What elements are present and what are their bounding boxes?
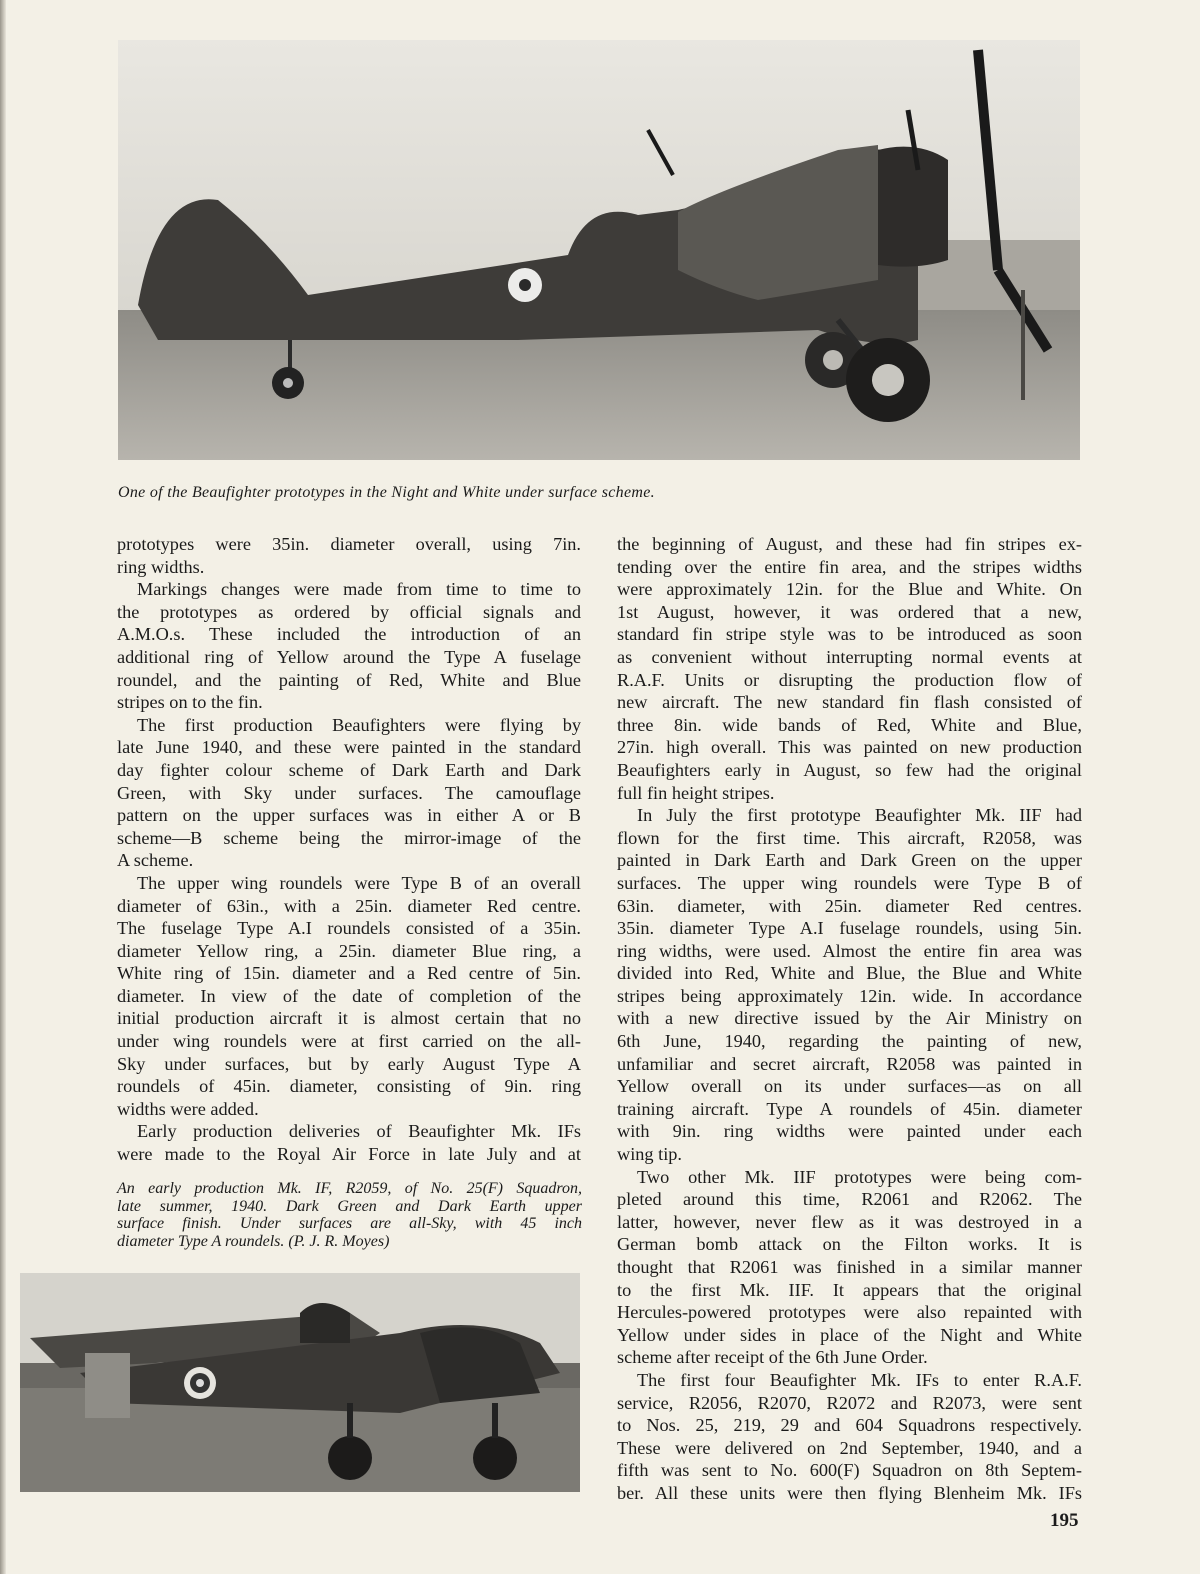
text-line: The upper wing roundels were Type B of an overall (137, 872, 581, 893)
page-number: 195 (1050, 1510, 1079, 1531)
page-binding-edge (0, 0, 6, 1574)
text-line: ring widths, were used. Almost the entire fin area was (617, 940, 1082, 961)
text-line: new aircraft. The new standard fin flash consisted of (617, 692, 1082, 713)
paragraph (617, 1166, 1082, 1369)
text-line: were made to the Royal Air Force in late July and at (117, 1144, 581, 1165)
text-line: Yellow overall on its under surfaces—as on all (617, 1076, 1082, 1097)
text-column-left (117, 533, 581, 1166)
text-line: were approximately 12in. for the Blue and White. On (617, 579, 1082, 600)
text-line: the beginning of August, and these had fin stripes ex- (617, 534, 1082, 554)
caption-line: An early production Mk. IF, R2059, of No. 25(F) Squadron, (117, 1180, 582, 1197)
text-line: to Nos. 25, 219, 29 and 604 Squadrons respectively. (617, 1415, 1082, 1436)
text-line: diameter Yellow ring, a 25in. diameter Blue ring, a (117, 940, 581, 961)
text-line: full fin height stripes. (617, 782, 775, 803)
text-line: Beaufighters early in August, so few had the original (617, 759, 1082, 780)
text-line: surfaces. The upper wing roundels were Type B of (617, 872, 1082, 893)
text-column-right (617, 533, 1082, 1505)
text-line: 27in. high overall. This was painted on new production (617, 737, 1082, 758)
text-line: 1st August, however, it was ordered that a new, (617, 601, 1082, 622)
text-line: roundels of 45in. diameter, consisting of 9in. ring (117, 1076, 581, 1097)
text-line: pleted around this time, R2061 and R2062. The (617, 1189, 1082, 1210)
text-line: 35in. diameter Type A.I fuselage roundels, using 5in. (617, 918, 1082, 939)
photo-beaufighter-prototype (118, 40, 1080, 460)
text-line: late June 1940, and these were painted in the standard (117, 737, 581, 758)
text-line: Early production deliveries of Beaufighter Mk. IFs (137, 1121, 581, 1142)
text-line: Sky under surfaces, but by early August Type A (117, 1053, 581, 1074)
text-line: ber. All these units were then flying Blenheim Mk. IFs (617, 1482, 1082, 1503)
paragraph (617, 1369, 1082, 1505)
text-line: training aircraft. Type A roundels of 45in. diameter (617, 1098, 1082, 1119)
text-line: latter, however, never flew as it was destroyed in a (617, 1211, 1082, 1232)
text-line: pattern on the upper surfaces was in either A or B (117, 805, 581, 826)
text-line: A scheme. (117, 850, 194, 871)
paragraph (117, 1120, 581, 1165)
text-line: under wing roundels were at first carried on the all- (117, 1031, 581, 1052)
text-line: Hercules-powered prototypes were also repainted with (617, 1302, 1082, 1323)
text-line: Two other Mk. IIF prototypes were being com- (637, 1166, 1082, 1187)
text-line: Green, with Sky under surfaces. The camouflage (117, 782, 581, 803)
text-line: standard fin stripe style was to be introduced as soon (617, 624, 1082, 645)
text-line: A.M.O.s. These included the introduction of an (117, 624, 581, 645)
text-line: Yellow under sides in place of the Night and White (617, 1324, 1082, 1345)
text-line: initial production aircraft it is almost certain that no (117, 1008, 581, 1029)
paragraph (617, 804, 1082, 1166)
text-line: the prototypes as ordered by official signals and (117, 601, 581, 622)
text-line: Markings changes were made from time to time to (137, 579, 581, 600)
text-line: The first production Beaufighters were flying by (137, 714, 581, 735)
text-line: tending over the entire fin area, and the stripes widths (617, 556, 1082, 577)
paragraph (117, 714, 581, 872)
text-line: wing tip. (617, 1144, 683, 1165)
text-line: fifth was sent to No. 600(F) Squadron on 8th Septem- (617, 1460, 1082, 1481)
text-line: White ring of 15in. diameter and a Red centre of 5in. (117, 963, 581, 984)
text-line: day fighter colour scheme of Dark Earth and Dark (117, 759, 581, 780)
text-line: The first four Beaufighter Mk. IFs to enter R.A.F. (637, 1369, 1082, 1390)
paragraph (117, 578, 581, 714)
text-line: painted in Dark Earth and Dark Green on the upper (617, 850, 1082, 871)
text-line: flown for the first time. This aircraft, R2058, was (617, 827, 1082, 848)
text-line: three 8in. wide bands of Red, White and Blue, (617, 714, 1082, 735)
text-line: with 9in. ring widths were painted under each (617, 1121, 1082, 1142)
paragraph (117, 872, 581, 1121)
text-line: additional ring of Yellow around the Type A fuselage (117, 646, 581, 667)
caption-line: surface finish. Under surfaces are all-Sky, with 45 inch (117, 1215, 582, 1232)
text-line: stripes being approximately 12in. wide. In accordance (617, 985, 1082, 1006)
photo-beaufighter-mk-if-r2059 (20, 1273, 580, 1492)
text-line: thought that R2061 was finished in a similar manner (617, 1257, 1082, 1277)
text-line: diameter. In view of the date of completion of the (117, 985, 581, 1006)
text-line: scheme after receipt of the 6th June Order. (617, 1347, 928, 1368)
photo-caption-top: One of the Beaufighter prototypes in the Night and White under surface scheme. (118, 484, 655, 501)
text-line: widths were added. (117, 1098, 259, 1119)
text-line: roundel, and the painting of Red, White and Blue (117, 669, 581, 690)
text-line: R.A.F. Units or disrupting the production flow of (617, 669, 1082, 690)
text-line: The fuselage Type A.I roundels consisted of a 35in. (117, 918, 581, 939)
paragraph (117, 533, 581, 578)
text-line: German bomb attack on the Filton works. It is (617, 1234, 1082, 1255)
text-line: unfamiliar and secret aircraft, R2058 was painted in (617, 1053, 1082, 1074)
text-line: 6th June, 1940, regarding the painting of new, (617, 1031, 1082, 1052)
text-line: with a new directive issued by the Air Ministry on (617, 1008, 1082, 1029)
photo-caption-bottom (117, 1180, 582, 1250)
text-line: divided into Red, White and Blue, the Blue and White (617, 963, 1082, 984)
text-line: to the first Mk. IIF. It appears that the original (617, 1279, 1082, 1300)
text-line: prototypes were 35in. diameter overall, using 7in. (117, 534, 581, 554)
caption-line: diameter Type A roundels. (P. J. R. Moyes) (117, 1232, 390, 1250)
text-line: These were delivered on 2nd September, 1940, and a (617, 1437, 1082, 1458)
text-line: ring widths. (117, 556, 205, 577)
text-line: In July the first prototype Beaufighter Mk. IIF had (637, 805, 1082, 826)
text-line: service, R2056, R2070, R2072 and R2073, were sent (617, 1392, 1082, 1413)
text-line: as convenient without interrupting normal events at (617, 646, 1082, 667)
text-line: stripes on to the fin. (117, 692, 263, 713)
text-line: 63in. diameter, with 25in. diameter Red centres. (617, 895, 1082, 916)
text-line: diameter of 63in., with a 25in. diameter Red centre. (117, 895, 581, 916)
paragraph (617, 533, 1082, 804)
text-line: scheme—B scheme being the mirror-image of the (117, 827, 581, 848)
caption-line: late summer, 1940. Dark Green and Dark Earth upper (117, 1197, 582, 1215)
